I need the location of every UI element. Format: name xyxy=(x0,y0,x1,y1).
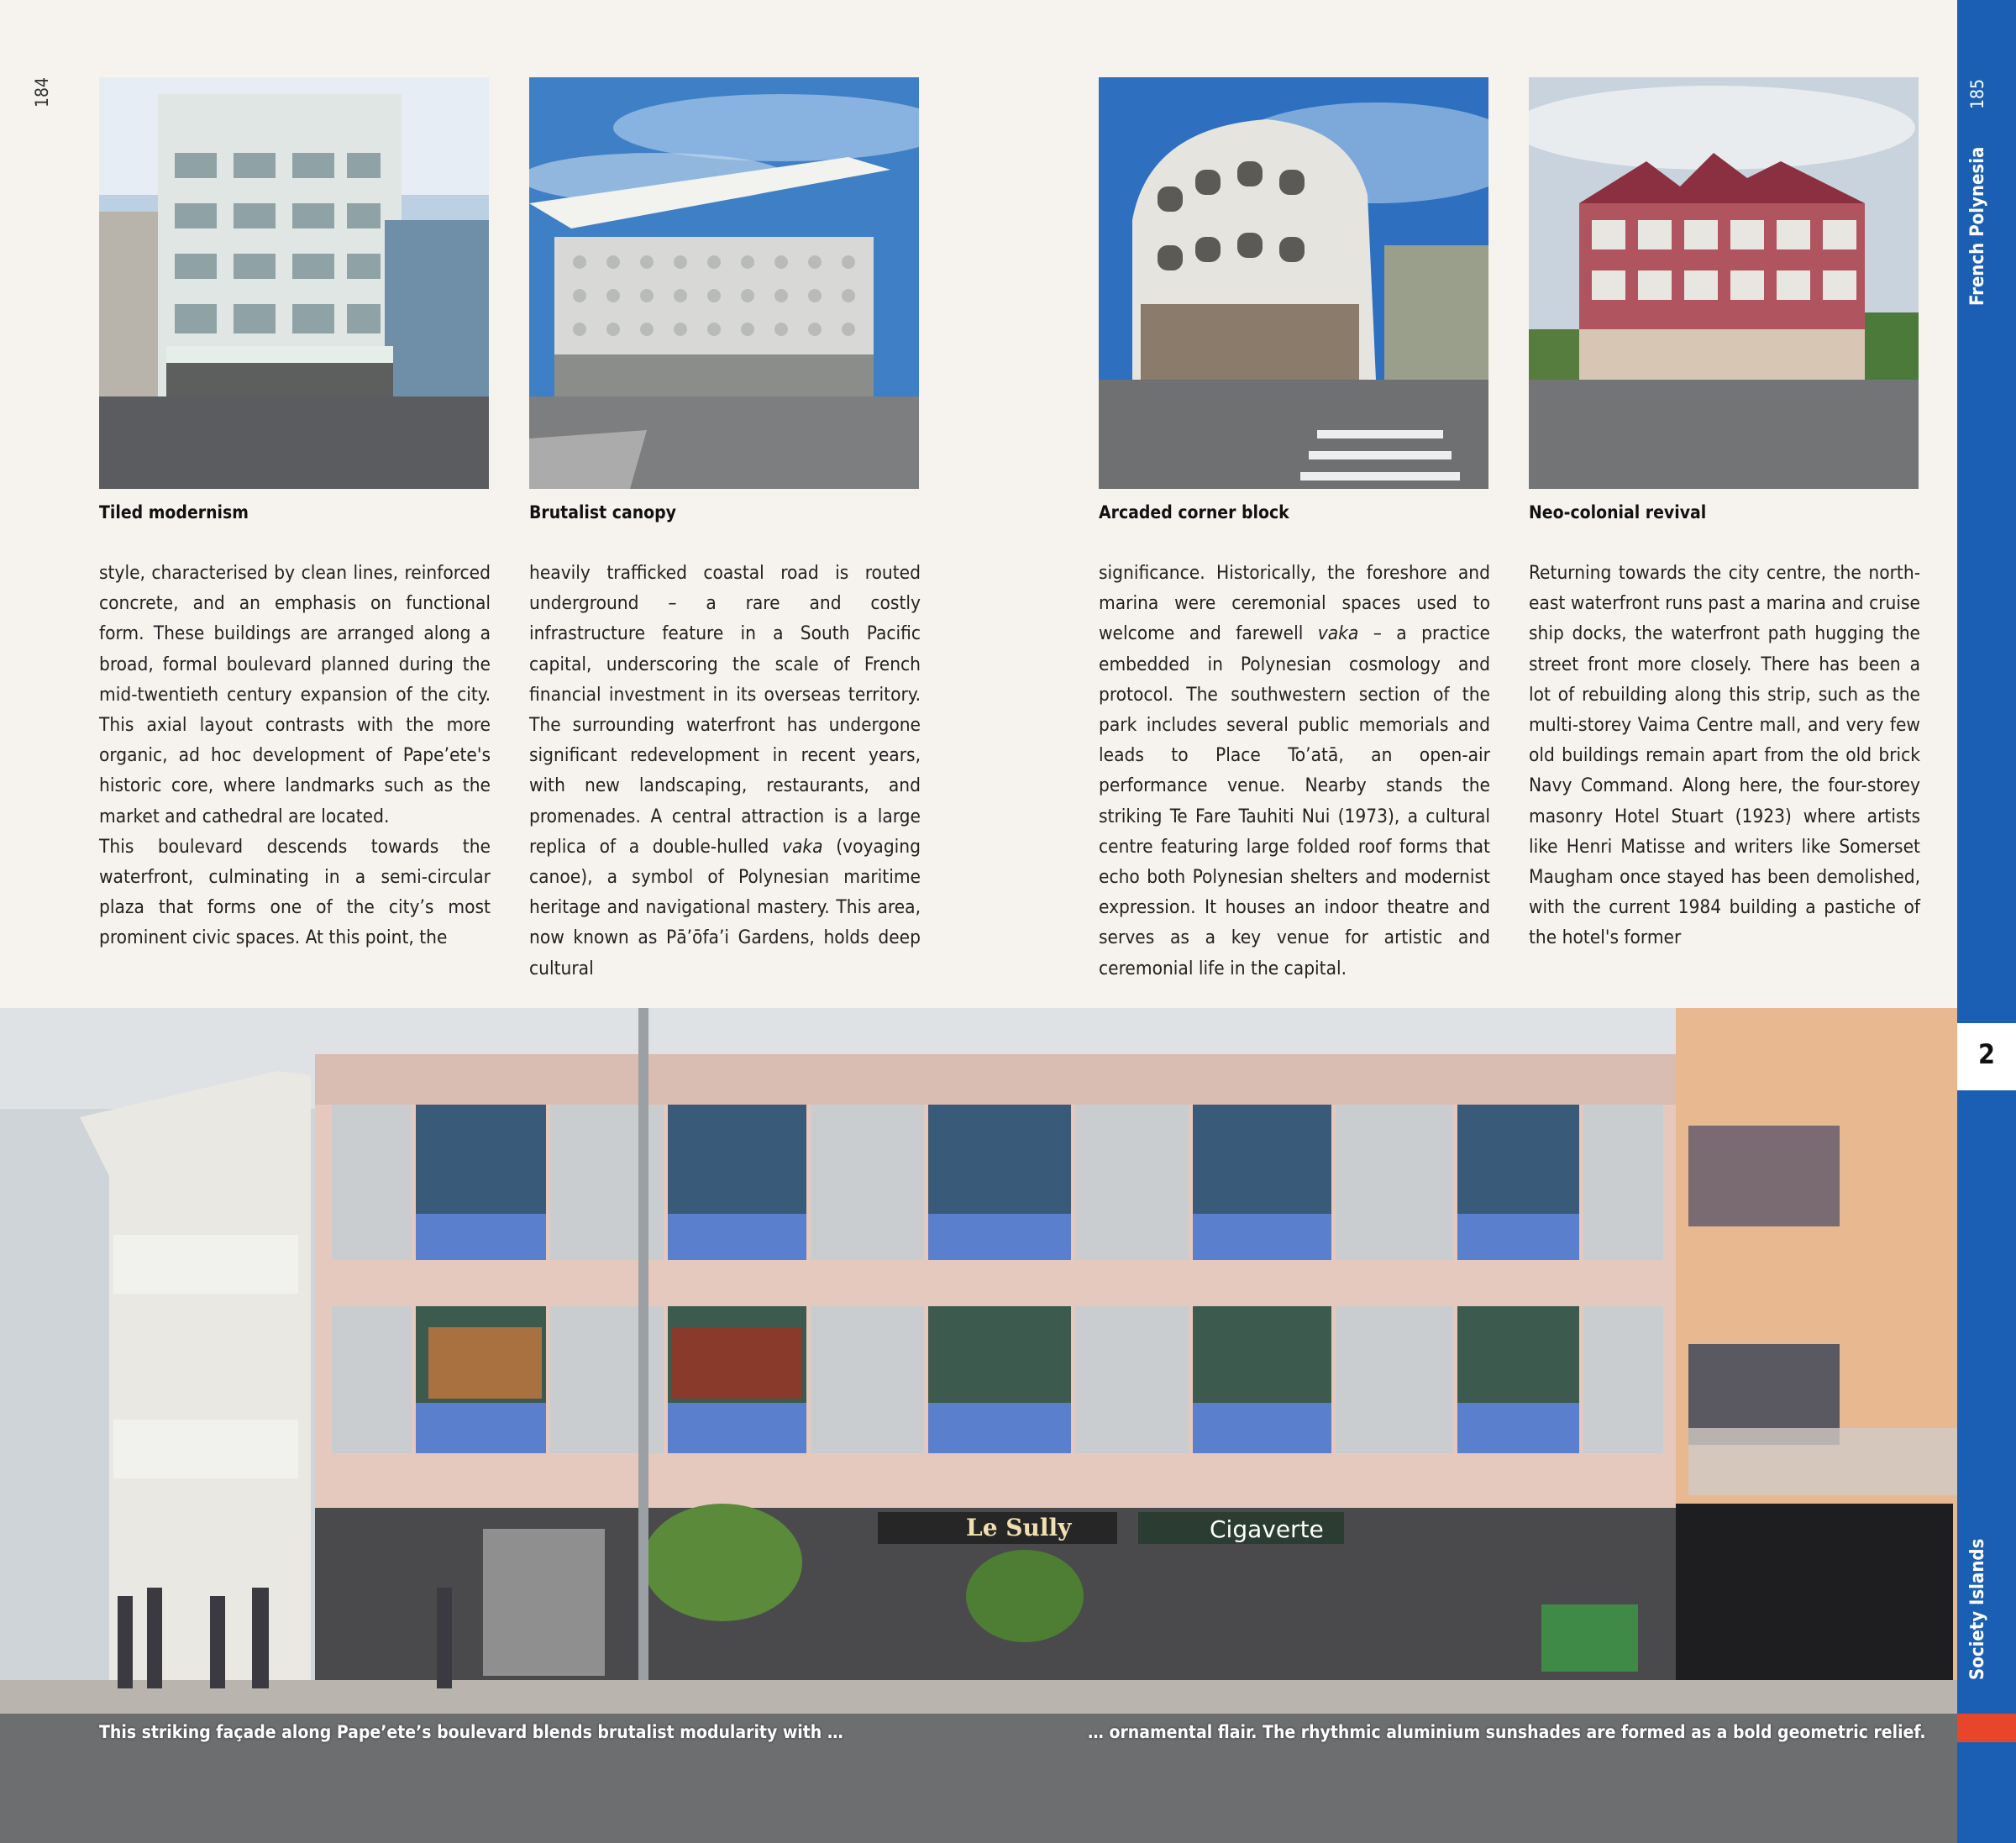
sidebar-red-marker xyxy=(1957,1714,2016,1742)
chapter-number-tab[interactable] xyxy=(1957,1023,2016,1090)
chapter-number: 2 xyxy=(1977,1038,1996,1070)
paragraph: This boulevard descends towards the waterfront, culminating in a semi-circular plaza that forms one of the city’s most prominent civic spaces. At this point, the xyxy=(99,835,491,949)
paragraph: style, characterised by clean lines, reinforced concrete, and an emphasis on functional form. These buildings are arranged along a broad, formal boulevard planned during the mid-twentieth century expansion of the city. This axial layout contrasts with the more organic, ad hoc development of Pape’ete's historic core, where landmarks such as the market and cathedral are located. xyxy=(99,562,491,827)
italic-term: vaka xyxy=(782,835,823,858)
text-column-2 xyxy=(529,558,921,984)
italic-term: vaka xyxy=(1317,622,1359,645)
photo-neo-colonial-revival xyxy=(1529,77,1919,489)
big-photo-caption-left: This striking façade along Pape’ete’s boulevard blends brutalist modularity with … xyxy=(99,1722,843,1742)
page-number-right: 185 xyxy=(1967,78,1987,109)
big-photo-facade xyxy=(0,1008,1957,1843)
paragraph: Returning towards the city centre, the north-east waterfront runs past a marina and cruise ship docks, the waterfront path hugging the street front more closely. There has been a lot of rebuilding along this strip, such as the multi-storey Vaima Centre mall, and very few old buildings remain apart from the old brick Navy Command. Along here, the four-storey masonry Hotel Stuart (1923) where artists like Henri Matisse and writers like Somerset Maugham once stayed has been demolished, with the current 1984 building a pastiche of the hotel's former xyxy=(1529,562,1920,949)
text-run: (voyaging canoe), a symbol of Polynesian maritime heritage and navigational mastery. This area, now known as Pā’ōfa’i Gardens, holds deep cultural xyxy=(529,835,921,979)
photo-caption: Tiled modernism xyxy=(99,502,249,522)
big-photo-caption-right: … ornamental flair. The rhythmic aluminium sunshades are formed as a bold geometric relief. xyxy=(1088,1722,1926,1742)
page-number-left: 184 xyxy=(32,76,52,108)
photo-caption: Brutalist canopy xyxy=(529,502,676,522)
text-run: heavily trafficked coastal road is routed underground – a rare and costly infrastructure feature in a South Pacific capital, underscoring the scale of French financial investment in its overseas territory. The surrounding waterfront has undergone significant redevelopment in recent years, with new landscaping, restaurants, and promenades. A central attraction is a large replica of a double-hulled xyxy=(529,562,921,858)
sidebar-country-label: French Polynesia xyxy=(1967,146,1988,306)
photo-arcaded-corner-block xyxy=(1099,77,1488,489)
paragraph xyxy=(1099,558,1490,984)
photo-tiled-modernism xyxy=(99,77,489,489)
paragraph xyxy=(529,558,921,984)
photo-brutalist-canopy xyxy=(529,77,919,489)
text-column-1 xyxy=(99,558,491,953)
photo-caption: Neo-colonial revival xyxy=(1529,502,1707,522)
sign-le-sully: Le Sully xyxy=(966,1514,1072,1541)
text-run: – a practice embedded in Polynesian cosmology and protocol. The southwestern section of the park includes several public memorials and leads to Place To’atā, an open-air performance venue. Nearby stands the striking Te Fare Tauhiti Nui (1973), a cultural centre featuring large folded roof forms that echo both Polynesian shelters and modernist expression. It houses an indoor theatre and serves as a key venue for artistic and ceremonial life in the capital. xyxy=(1099,622,1490,979)
photo-caption: Arcaded corner block xyxy=(1099,502,1289,522)
text-column-4 xyxy=(1529,558,1920,953)
sign-cigaverte: Cigaverte xyxy=(1210,1515,1324,1543)
sidebar-region-label: Society Islands xyxy=(1967,1538,1988,1680)
text-run: significance. Historically, the foreshore and marina were ceremonial spaces used to welcome and farewell xyxy=(1099,562,1490,645)
text-column-3 xyxy=(1099,558,1490,984)
